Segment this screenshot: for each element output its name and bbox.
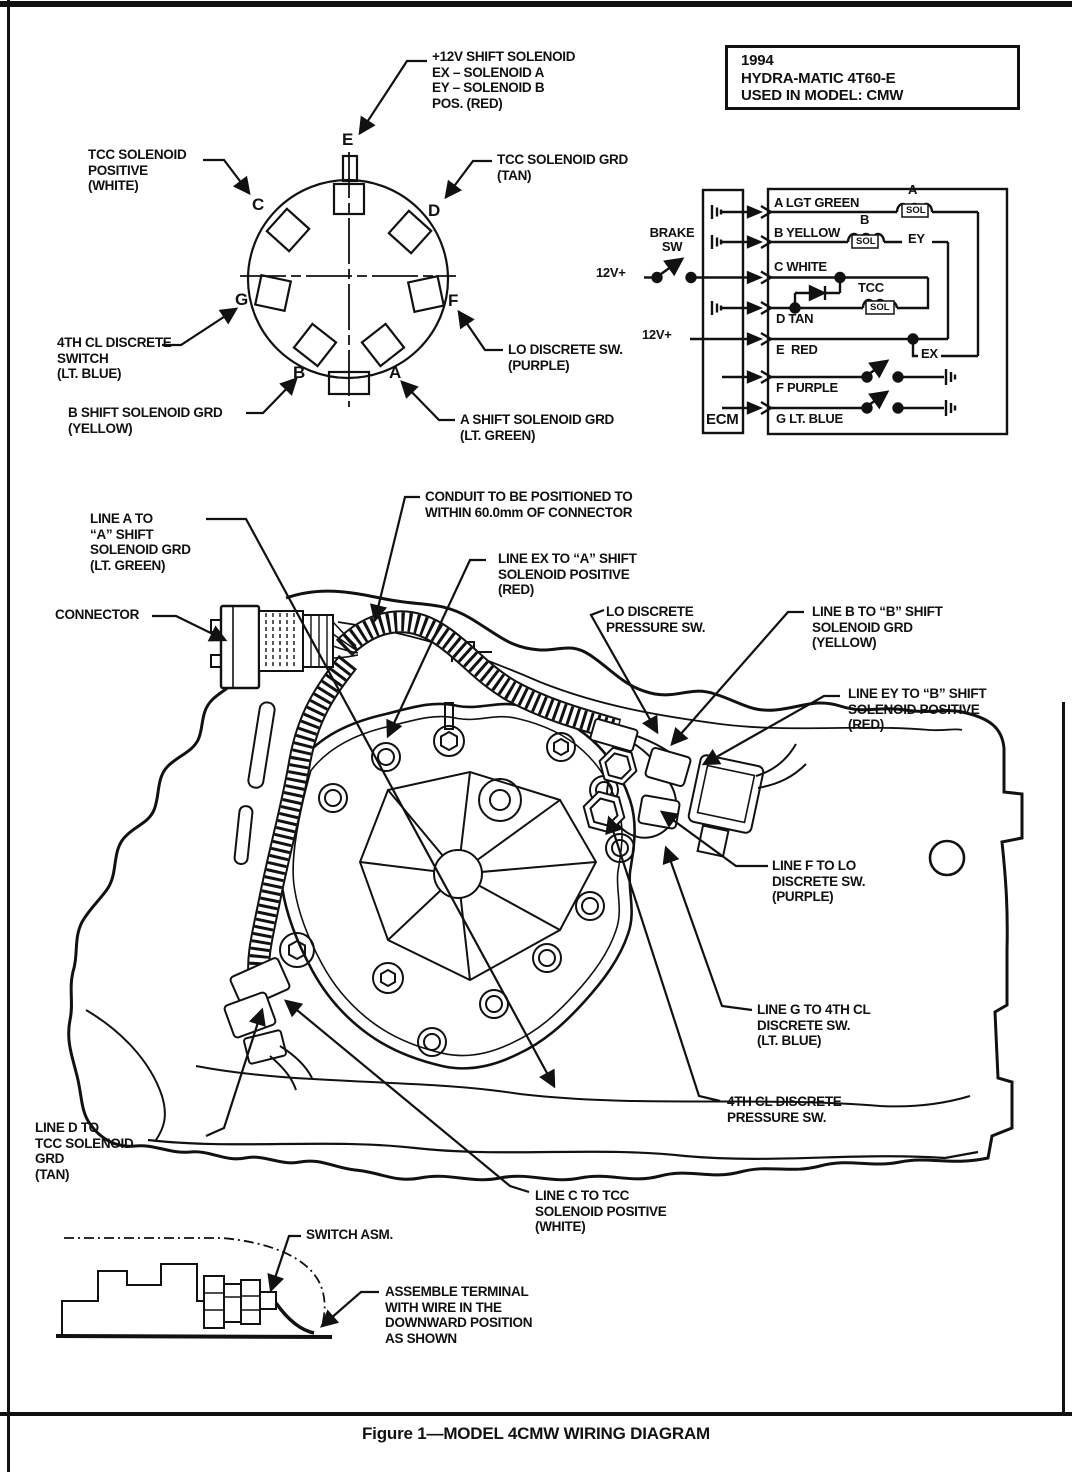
pan-line-2	[196, 1066, 970, 1106]
label-line: SOLENOID POSITIVE	[848, 701, 980, 717]
pan-line-1	[148, 1140, 978, 1159]
label-line: LINE C TO TCC	[535, 1188, 630, 1203]
row-connector-arrows	[743, 206, 771, 414]
label-line: 4TH CL DISCRETE	[727, 1094, 842, 1109]
label-line: TCC SOLENOID GRD	[497, 152, 628, 167]
label-line: (WHITE)	[88, 178, 139, 193]
label-line: A SHIFT SOLENOID GRD	[460, 412, 615, 427]
label-line: (LT. GREEN)	[460, 427, 536, 443]
label-line-ey	[848, 686, 986, 733]
row-label-d: D TAN	[776, 311, 814, 326]
label-12v-e: 12V+	[642, 327, 672, 342]
sol-a-letter: A	[908, 182, 918, 197]
sol-b-text: SOL	[856, 236, 876, 247]
pin-f: F	[448, 291, 459, 310]
label-tcc-grd	[497, 152, 628, 183]
row-label-e: E RED	[776, 342, 818, 357]
label-line: POSITIVE	[88, 162, 148, 178]
ecm-ground-symbols	[712, 205, 743, 315]
label-line: (PURPLE)	[772, 889, 834, 904]
label-line: SW	[661, 239, 683, 254]
label-line-d	[35, 1120, 133, 1182]
label-line: ASSEMBLE TERMINAL	[385, 1284, 529, 1299]
figure-caption: Figure 1—MODEL 4CMW WIRING DIAGRAM	[362, 1424, 710, 1443]
label-line: LO DISCRETE	[606, 604, 694, 619]
label-line: POS. (RED)	[432, 95, 503, 111]
label-line: (TAN)	[35, 1166, 70, 1182]
row-label-g: G LT. BLUE	[776, 411, 843, 426]
label-line: HYDRA-MATIC 4T60-E	[741, 69, 896, 87]
label-line: LINE EX TO “A” SHIFT	[498, 551, 637, 566]
label-line: DOWNWARD POSITION	[385, 1315, 533, 1330]
label-line: SOLENOID GRD	[812, 619, 913, 635]
label-plus-12v	[432, 49, 575, 111]
label-line: LINE F TO LO	[772, 858, 856, 873]
label-line: 1994	[741, 52, 774, 69]
label-conduit-note	[425, 489, 632, 520]
label-lo-pressure	[606, 604, 705, 635]
label-line: EX – SOLENOID A	[432, 64, 545, 80]
case-rib-2	[234, 806, 253, 865]
pin-g: G	[235, 290, 249, 309]
title-box	[725, 45, 1020, 110]
label-line: (PURPLE)	[508, 357, 570, 373]
label-line: SOLENOID POSITIVE	[498, 566, 630, 582]
label-connector: CONNECTOR	[55, 607, 140, 622]
tcc-connector-cluster	[224, 957, 312, 1090]
label-line: WITH WIRE IN THE	[385, 1299, 502, 1315]
sol-b-letter: B	[860, 212, 870, 227]
switch-assembly-view	[56, 1236, 379, 1337]
label-line: LINE B TO “B” SHIFT	[812, 604, 943, 619]
row-label-f: F PURPLE	[776, 380, 838, 395]
label-line-a	[90, 511, 191, 573]
case-connector-view	[162, 61, 503, 420]
label-line: SWITCH	[57, 350, 109, 366]
label-tcc-positive	[88, 147, 186, 194]
label-line-g	[757, 1002, 870, 1049]
label-line: LINE D TO	[35, 1120, 99, 1135]
label-line: (LT. BLUE)	[757, 1033, 822, 1048]
transmission-drawing	[69, 497, 1022, 1192]
flange-bolt-hole	[930, 841, 964, 875]
label-line: B SHIFT SOLENOID GRD	[68, 405, 223, 420]
label-line: TCC SOLENOID	[88, 147, 187, 162]
label-4th-pressure	[727, 1094, 842, 1125]
row-label-a: A LGT GREEN	[774, 195, 860, 210]
pin-d: D	[428, 201, 441, 220]
label-line: PRESSURE SW.	[606, 619, 706, 635]
pin-b: B	[293, 363, 306, 382]
label-assemble-note	[385, 1284, 532, 1346]
sol-a-text: SOL	[906, 205, 926, 216]
switch-view-leaders	[271, 1236, 379, 1326]
pin-e: E	[342, 130, 354, 149]
label-line-c	[535, 1188, 666, 1235]
label-line: (YELLOW)	[812, 635, 877, 650]
label-4th-cl-switch	[57, 335, 172, 382]
connector-view-leaders	[162, 61, 503, 420]
wire-ex: EX	[918, 347, 941, 361]
label-line: WITHIN 60.0mm OF CONNECTOR	[425, 504, 633, 520]
label-line: SOLENOID POSITIVE	[535, 1203, 667, 1219]
label-line: (LT. GREEN)	[90, 557, 166, 573]
label-line-ex	[498, 551, 637, 598]
label-line: BRAKE	[649, 225, 695, 240]
label-b-shift	[68, 405, 223, 436]
label-a-shift	[460, 412, 614, 443]
pin-c: C	[252, 195, 265, 214]
label-line: PRESSURE SW.	[727, 1109, 827, 1125]
label-line: 4TH CL DISCRETE	[57, 335, 172, 350]
label-line: (TAN)	[497, 167, 532, 183]
row-label-c: C WHITE	[774, 259, 827, 274]
label-line-b	[812, 604, 943, 651]
label-line: LO DISCRETE SW.	[508, 342, 623, 357]
label-12v-brake: 12V+	[596, 265, 626, 280]
label-line: (RED)	[498, 582, 534, 597]
valve-body	[280, 703, 635, 1068]
label-ecm: ECM	[706, 411, 739, 428]
label-line: EY – SOLENOID B	[432, 80, 545, 95]
label-line-f	[772, 858, 865, 905]
sol-tcc-letter: TCC	[858, 280, 884, 295]
label-line: USED IN MODEL: CMW	[741, 87, 904, 104]
label-line: LINE G TO 4TH CL	[757, 1002, 871, 1017]
label-line: LINE A TO	[90, 511, 153, 526]
label-line: CONDUIT TO BE POSITIONED TO	[425, 489, 633, 504]
label-switch-asm: SWITCH ASM.	[306, 1227, 393, 1242]
label-line: “A” SHIFT	[90, 526, 154, 542]
label-line: DISCRETE SW.	[757, 1017, 851, 1033]
label-line: (RED)	[848, 717, 884, 732]
row-label-b: B YELLOW	[774, 225, 840, 240]
label-lo-discrete-sw	[508, 342, 623, 373]
label-line: (YELLOW)	[68, 420, 133, 436]
label-line: LINE EY TO “B” SHIFT	[848, 686, 987, 701]
label-line: +12V SHIFT SOLENOID	[432, 49, 576, 64]
sol-tcc-text: SOL	[870, 302, 890, 313]
label-line: AS SHOWN	[385, 1330, 457, 1346]
wire-ey: EY	[905, 232, 928, 246]
label-line: SOLENOID GRD	[90, 542, 191, 557]
label-line: DISCRETE SW.	[772, 873, 866, 889]
pin-a: A	[389, 363, 402, 382]
case-rib-1	[247, 701, 275, 788]
label-line: GRD	[35, 1151, 65, 1166]
label-brake-sw	[646, 226, 698, 254]
label-line: (WHITE)	[535, 1219, 586, 1234]
label-line: (LT. BLUE)	[57, 366, 122, 381]
label-line: TCC SOLENOID	[35, 1135, 134, 1151]
